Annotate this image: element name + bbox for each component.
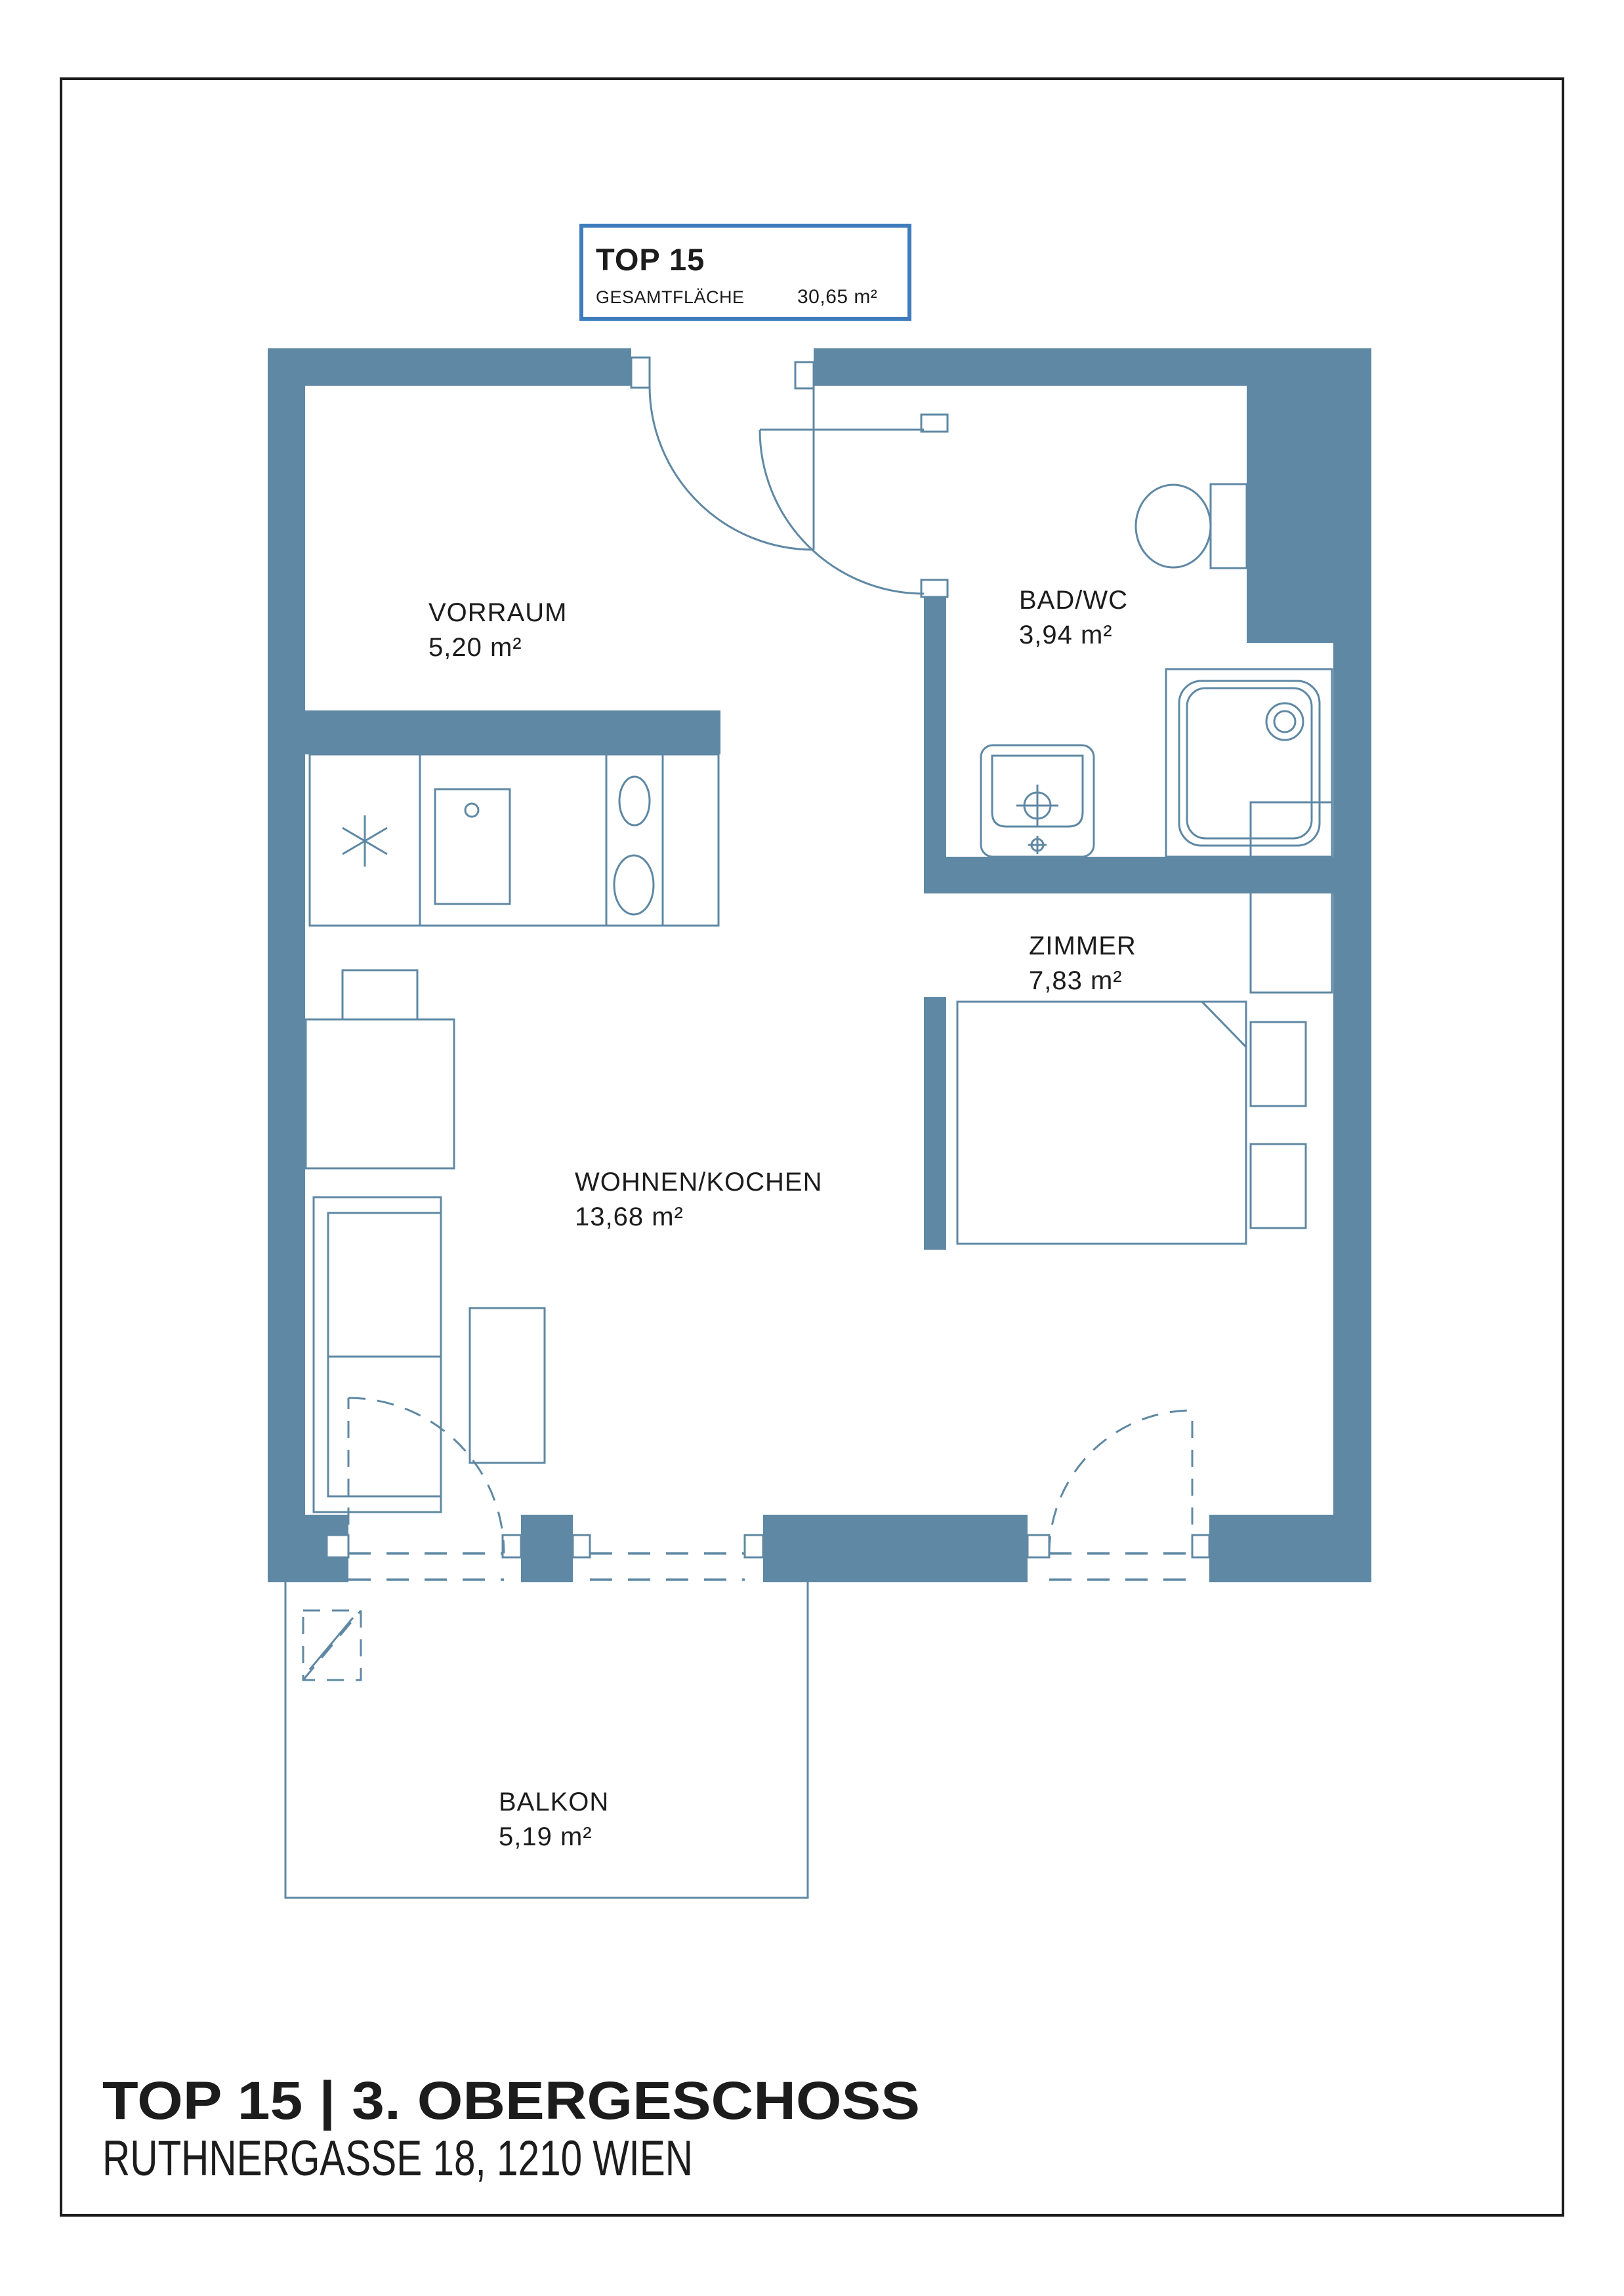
room-area-zimmer: 7,83 m² xyxy=(1029,966,1123,995)
wall-partition-lower xyxy=(924,997,946,1250)
wall-bath-bottom xyxy=(924,857,1333,893)
door-jamb xyxy=(631,358,650,388)
window-jamb xyxy=(1192,1535,1209,1557)
washbasin-icon xyxy=(981,745,1094,857)
door-jamb xyxy=(921,580,947,597)
bed xyxy=(957,1002,1246,1244)
balcony-hatch-icon xyxy=(303,1610,361,1680)
table xyxy=(306,1019,454,1168)
kitchen-counter xyxy=(310,754,718,926)
chair xyxy=(343,970,417,1019)
room-area-balkon: 5,19 m² xyxy=(499,1822,593,1851)
wall-top-right xyxy=(814,348,1371,386)
wall-bath-pillar xyxy=(1247,386,1333,643)
wall-bottom-pier-2 xyxy=(521,1515,573,1582)
wall-top-left xyxy=(268,348,631,386)
room-area-wohnen: 13,68 m² xyxy=(575,1202,684,1231)
room-area-bad: 3,94 m² xyxy=(1019,621,1113,649)
room-label-wohnen: WOHNEN/KOCHEN xyxy=(575,1168,823,1197)
toilet-icon xyxy=(1136,484,1247,568)
wall-kitchen xyxy=(305,710,720,754)
bathroom-door xyxy=(760,430,924,594)
shower-icon xyxy=(1166,669,1332,857)
window-jamb xyxy=(745,1535,763,1557)
title-box-area-label: GESAMTFLÄCHE xyxy=(596,287,745,307)
window-jamb xyxy=(503,1535,521,1557)
window-jamb xyxy=(1028,1535,1049,1557)
counter-outline xyxy=(310,754,718,926)
room-label-zimmer: ZIMMER xyxy=(1029,932,1136,960)
wardrobe xyxy=(1251,802,1332,993)
wall-layer xyxy=(268,348,1371,1582)
nightstand xyxy=(1251,1144,1306,1228)
wall-bottom-pier-4 xyxy=(1209,1515,1371,1582)
nightstand xyxy=(1251,1022,1306,1106)
title-box xyxy=(581,226,909,319)
wall-bottom-pier-3 xyxy=(763,1515,1028,1582)
coffee-table xyxy=(470,1308,545,1463)
room-label-vorraum: VORRAUM xyxy=(428,598,568,627)
door-jamb xyxy=(921,415,947,432)
wall-left xyxy=(268,386,305,1582)
wall-partition-upper xyxy=(924,596,946,893)
living-balcony-door xyxy=(348,1398,504,1553)
footer-address: RUTHNERGASSE 18, 1210 WIEN xyxy=(102,2131,693,2186)
footer-title: TOP 15 | 3. OBERGESCHOSS xyxy=(102,2071,851,2131)
room-area-vorraum: 5,20 m² xyxy=(428,633,522,662)
entry-door xyxy=(650,386,814,550)
living-furniture xyxy=(306,970,545,1512)
door-jamb xyxy=(795,362,814,388)
wall-right xyxy=(1333,386,1371,1582)
sofa xyxy=(314,1197,441,1512)
window-jamb xyxy=(327,1535,348,1557)
footer xyxy=(102,2071,920,2186)
window-jamb xyxy=(573,1535,590,1557)
room-label-bad: BAD/WC xyxy=(1019,586,1128,615)
title-box-area-value: 30,65 m² xyxy=(797,286,878,308)
title-box-unit: TOP 15 xyxy=(596,242,705,277)
room-label-balkon: BALKON xyxy=(499,1788,610,1816)
bedroom-balcony-door xyxy=(1049,1410,1192,1553)
